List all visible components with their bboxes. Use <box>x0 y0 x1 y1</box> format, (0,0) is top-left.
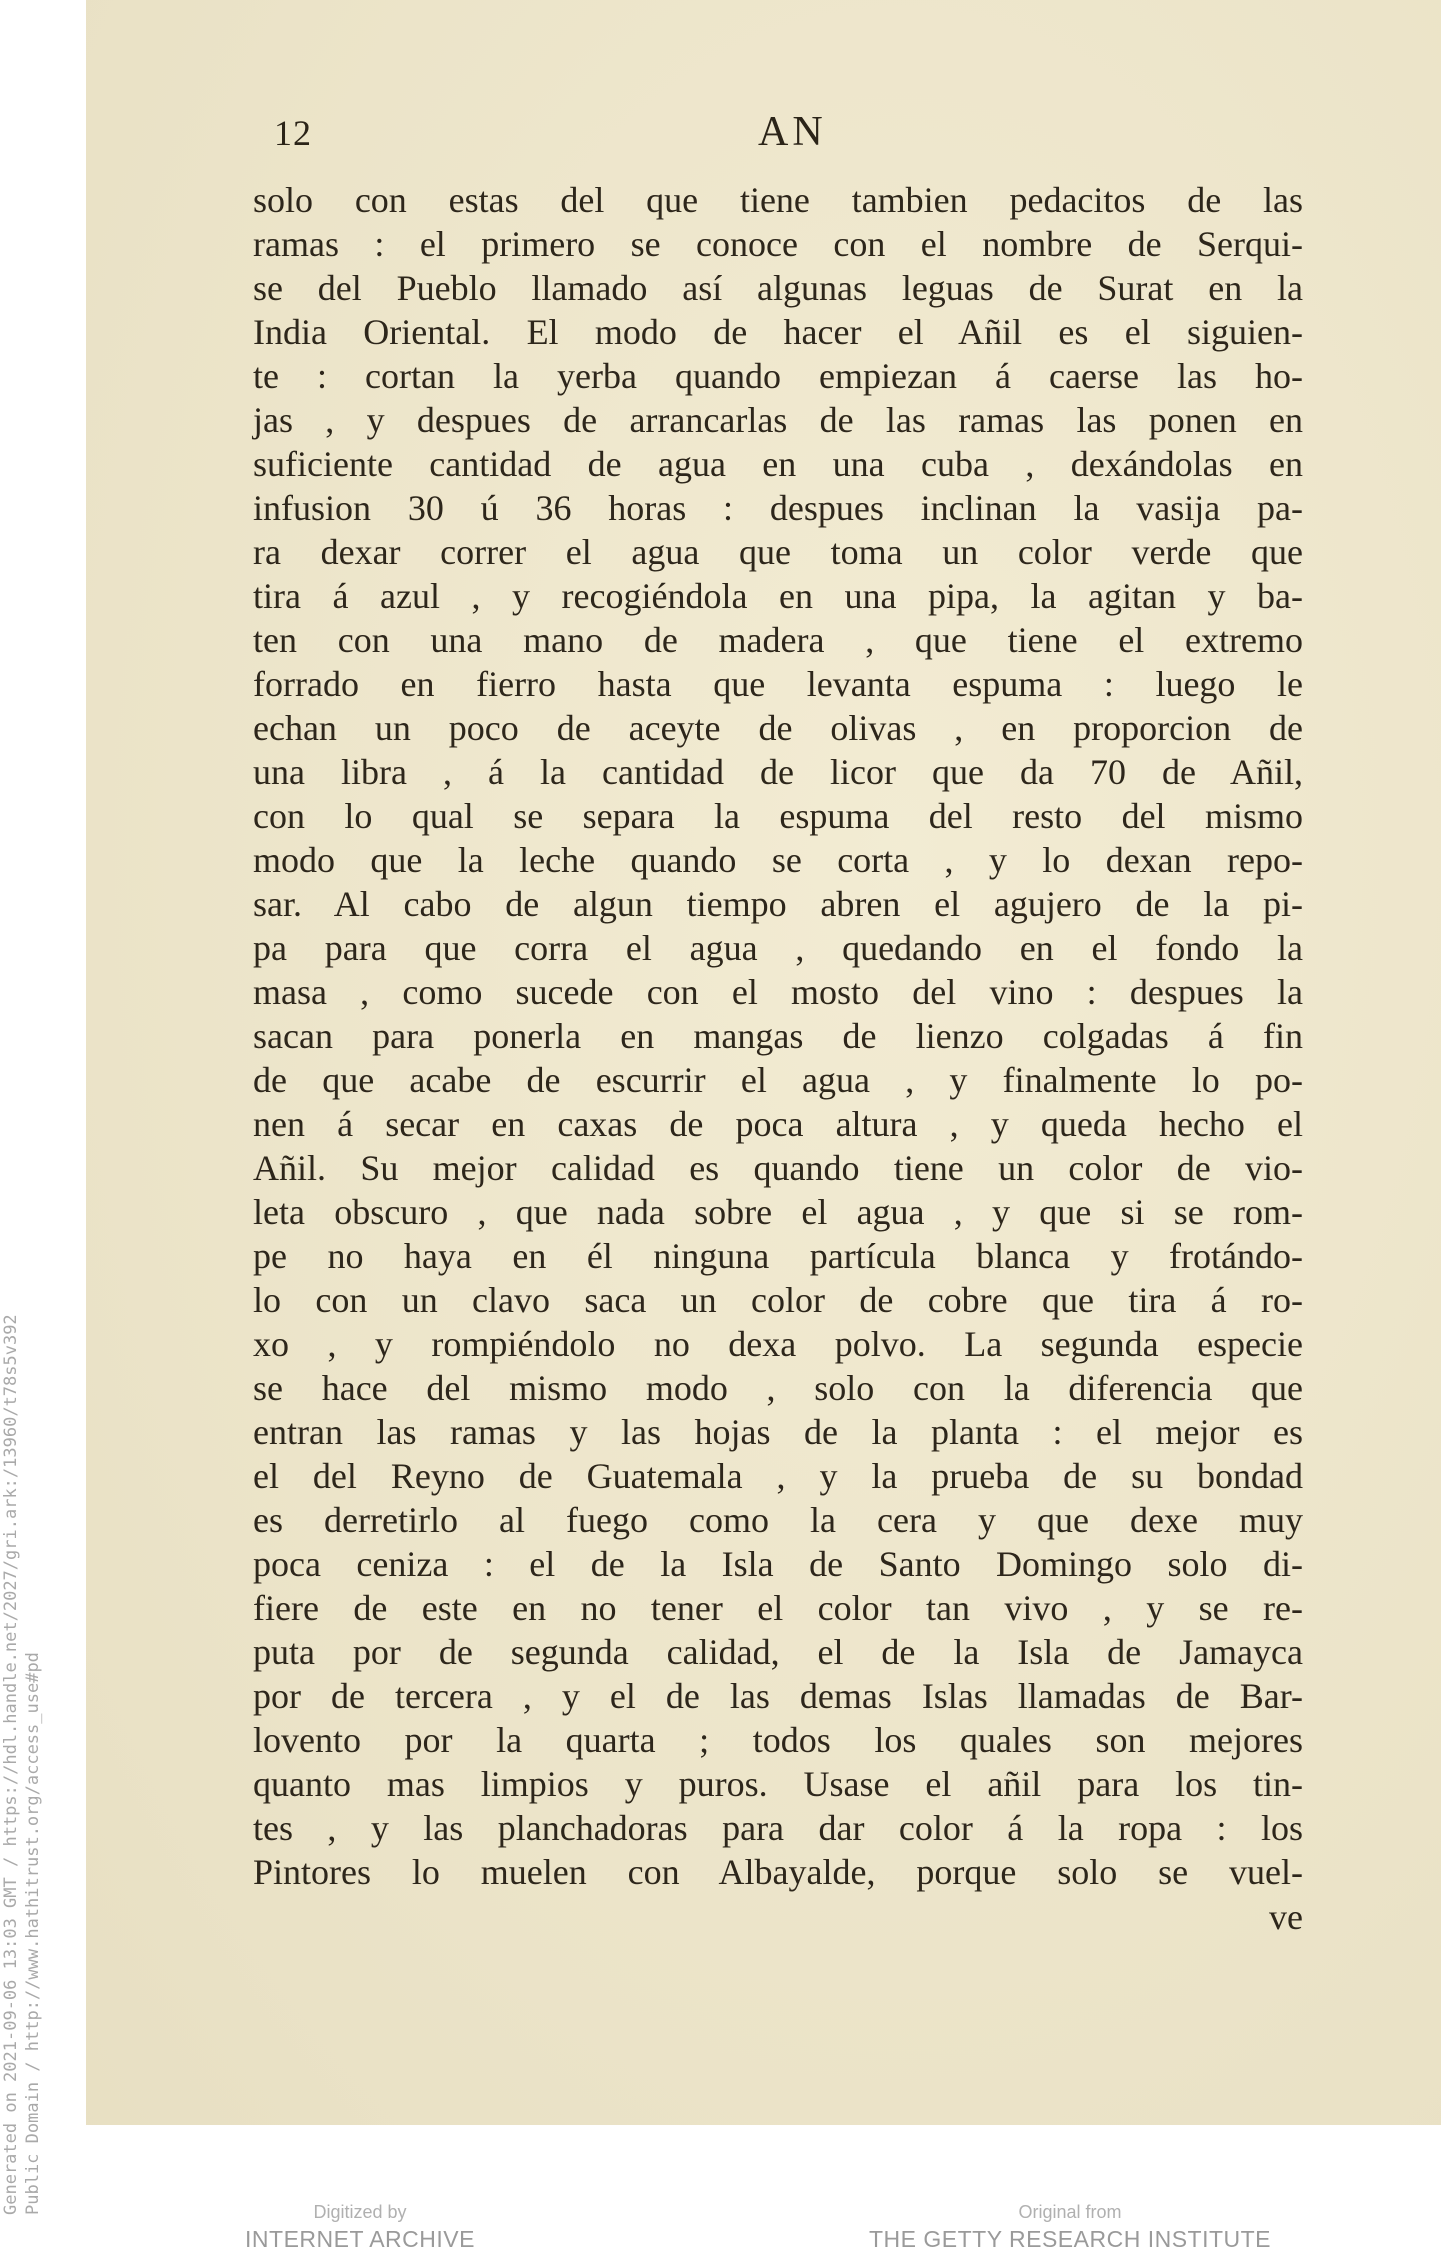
text-line: quanto mas limpios y puros. Usase el añil para los tin- <box>253 1764 1303 1804</box>
text-line: con lo qual se separa la espuma del resto del mismo <box>253 796 1303 836</box>
text-line: masa , como sucede con el mosto del vino : despues la <box>253 972 1303 1012</box>
watermark-line-generated: Generated on 2021-09-06 13:03 GMT / https://hdl.handle.net/2027/gri.ark:/13960/t78s5v392 <box>1 1314 21 2215</box>
text-line: Añil. Su mejor calidad es quando tiene un color de vio- <box>253 1148 1303 1188</box>
text-line: el del Reyno de Guatemala , y la prueba de su bondad <box>253 1456 1303 1496</box>
text-line: tes , y las planchadoras para dar color á la ropa : los <box>253 1808 1303 1848</box>
getty-institute-label: THE GETTY RESEARCH INSTITUTE <box>868 2226 1272 2252</box>
text-line: pa para que corra el agua , quedando en el fondo la <box>253 928 1303 968</box>
page-header-title: AN <box>758 109 827 155</box>
text-line: infusion 30 ú 36 horas : despues inclinan la vasija pa- <box>253 488 1303 528</box>
text-line: puta por de segunda calidad, el de la Isla de Jamayca <box>253 1632 1303 1672</box>
text-line: de que acabe de escurrir el agua , y finalmente lo po- <box>253 1060 1303 1100</box>
text-line: xo , y rompiéndolo no dexa polvo. La segunda especie <box>253 1324 1303 1364</box>
original-from-credit <box>860 2200 1280 2254</box>
text-line: nen á secar en caxas de poca altura , y queda hecho el <box>253 1104 1303 1144</box>
catchword: ve <box>1269 1897 1303 1937</box>
running-head <box>0 108 1441 168</box>
text-line: tira á azul , y recogiéndola en una pipa, la agitan y ba- <box>253 576 1303 616</box>
text-line: sar. Al cabo de algun tiempo abren el agujero de la pi- <box>253 884 1303 924</box>
digitized-by-credit <box>230 2200 490 2254</box>
text-line: se del Pueblo llamado así algunas leguas de Surat en la <box>253 268 1303 308</box>
text-line: leta obscuro , que nada sobre el agua , y que si se rom- <box>253 1192 1303 1232</box>
internet-archive-label: INTERNET ARCHIVE <box>245 2226 475 2252</box>
text-line: fiere de este en no tener el color tan vivo , y se re- <box>253 1588 1303 1628</box>
text-line: se hace del mismo modo , solo con la diferencia que <box>253 1368 1303 1408</box>
text-line: echan un poco de aceyte de olivas , en proporcion de <box>253 708 1303 748</box>
body-text <box>253 178 1303 1894</box>
text-line: forrado en fierro hasta que levanta espuma : luego le <box>253 664 1303 704</box>
text-line: sacan para ponerla en mangas de lienzo colgadas á fin <box>253 1016 1303 1056</box>
text-line: India Oriental. El modo de hacer el Añil es el siguien- <box>253 312 1303 352</box>
text-line: lovento por la quarta ; todos los quales son mejores <box>253 1720 1303 1760</box>
text-line: por de tercera , y el de las demas Islas llamadas de Bar- <box>253 1676 1303 1716</box>
watermark-line-rights: Public Domain / http://www.hathitrust.org/access_use#pd <box>23 1652 43 2215</box>
text-line: solo con estas del que tiene tambien pedacitos de las <box>253 180 1303 220</box>
text-line: una libra , á la cantidad de licor que da 70 de Añil, <box>253 752 1303 792</box>
page-number: 12 <box>274 113 312 153</box>
text-line: entran las ramas y las hojas de la planta : el mejor es <box>253 1412 1303 1452</box>
text-line: poca ceniza : el de la Isla de Santo Domingo solo di- <box>253 1544 1303 1584</box>
digitized-by-label: Digitized by <box>313 2202 407 2222</box>
text-line: es derretirlo al fuego como la cera y que dexe muy <box>253 1500 1303 1540</box>
text-line: Pintores lo muelen con Albayalde, porque solo se vuel- <box>253 1852 1303 1892</box>
text-line: ra dexar correr el agua que toma un color verde que <box>253 532 1303 572</box>
text-line: te : cortan la yerba quando empiezan á caerse las ho- <box>253 356 1303 396</box>
text-line: lo con un clavo saca un color de cobre que tira á ro- <box>253 1280 1303 1320</box>
text-line: suficiente cantidad de agua en una cuba , dexándolas en <box>253 444 1303 484</box>
hathitrust-watermark <box>0 955 60 2255</box>
text-line: jas , y despues de arrancarlas de las ramas las ponen en <box>253 400 1303 440</box>
text-line: ramas : el primero se conoce con el nombre de Serqui- <box>253 224 1303 264</box>
text-line: pe no haya en él ninguna partícula blanca y frotándo- <box>253 1236 1303 1276</box>
text-line: ten con una mano de madera , que tiene el extremo <box>253 620 1303 660</box>
original-from-label: Original from <box>1018 2202 1122 2222</box>
text-line: modo que la leche quando se corta , y lo dexan repo- <box>253 840 1303 880</box>
